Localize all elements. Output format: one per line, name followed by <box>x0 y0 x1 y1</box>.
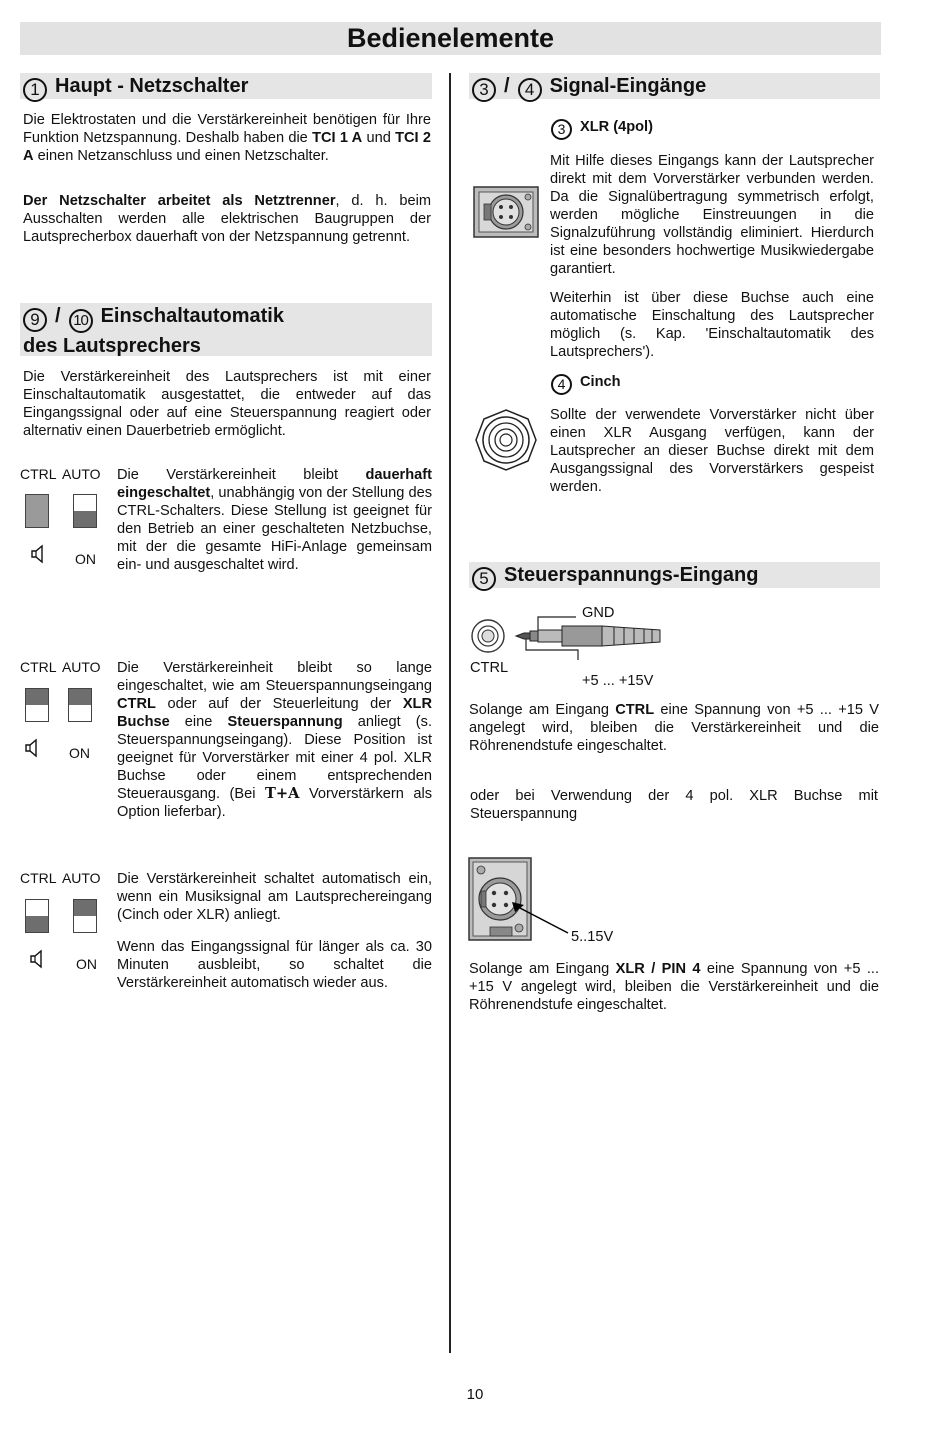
text: Die Elektrostaten und die Verstärkereinheit benötigen für Ihre Funktion Netzspannung. Deshalb haben die <box>23 112 431 146</box>
speaker-icon <box>29 949 47 969</box>
ctrl-switch-indicator <box>25 494 49 528</box>
model-name: TCI 2 A <box>23 130 431 164</box>
mode-3-description-2: Wenn das Eingangssignal für länger als ca. 30 Minuten ausbleibt, so schaltet die Verstärkereinheit automatisch wieder aus. <box>117 939 432 991</box>
section-title: Steuerspannungs-Eingang <box>504 564 759 586</box>
text: eine <box>169 714 228 730</box>
section-heading-steuerspannung <box>469 562 880 588</box>
model-name: TCI 1 A <box>312 130 363 146</box>
mode-1-description <box>117 466 432 574</box>
text: anliegt (s. Steuerspannungseingang). Diese Position ist geeignet für Vorverstärker mit einer 4 pol. XLR Buchse oder einem entsprechenden Steuerausgang. (Bei <box>117 714 433 802</box>
number-badge: 9 <box>23 308 47 332</box>
emphasis: XLR / PIN 4 <box>615 961 701 977</box>
text: Solange am Eingang <box>469 702 616 718</box>
number-badge: 5 <box>472 567 496 591</box>
number-badge: 3 <box>551 119 572 140</box>
ctrl-jack-label: CTRL <box>470 660 509 676</box>
gnd-label: GND <box>582 605 615 621</box>
xlr-socket-icon <box>473 186 539 238</box>
emphasis: dauerhaft eingeschaltet <box>117 467 432 501</box>
auto-label: AUTO <box>61 466 101 482</box>
auto-switch-indicator <box>73 899 97 933</box>
number-badge: 4 <box>518 78 542 102</box>
ctrl-label: CTRL <box>20 870 57 886</box>
cinch-socket-icon <box>474 408 538 472</box>
ctrl-voltage-paragraph <box>469 701 879 755</box>
voltage-label: +5 ... +15V <box>582 673 654 689</box>
xlr-subheading <box>551 118 653 140</box>
jack-plug-icon <box>468 614 668 664</box>
slash: / <box>504 75 510 97</box>
xlr-paragraph-1: Mit Hilfe dieses Eingangs kann der Lautsprecher direkt mit dem Vorverstärker verbunden werden. Da die Signalübertragung symmetrisch erfolgt, werden mögliche Einstreuungen in die Signalzuführung vollständig eliminiert. Hierdurch ist eine besonders hochwertige Musikwiedergabe garantiert. <box>550 153 874 277</box>
section-heading-signal-eingaenge <box>469 73 880 99</box>
ctrl-label: CTRL <box>20 466 57 482</box>
text: Solange am Eingang <box>469 961 616 977</box>
text: Die Verstärkereinheit bleibt so lange eingeschaltet, wie am Steuerspannungseingang <box>117 660 432 694</box>
emphasis: XLR Buchse <box>117 696 432 730</box>
einschaltautomatik-intro: Die Verstärkereinheit des Lautsprechers ist mit einer Einschaltautomatik ausgestattet, die entweder auf das Eingangssignal oder auf eine Steuerspannung reagiert oder alternativ einen Dauerbetrieb ermöglicht. <box>23 369 431 439</box>
mode-2-labels <box>20 658 101 676</box>
text: eine Spannung von +5 ... +15 V angelegt wird, bleiben die Verstärkereinheit und die Röhrenendstufe eingeschaltet. <box>469 961 880 1013</box>
section-heading-einschaltautomatik <box>20 303 432 356</box>
emphasis: Steuerspannung <box>227 714 343 730</box>
section-title: Haupt - Netzschalter <box>55 75 249 97</box>
slash: / <box>55 305 61 327</box>
text: eine Spannung von +5 ... +15 V angelegt wird, bleiben die Verstärkereinheit und die Röhrenendstufe eingeschaltet. <box>469 702 880 754</box>
page-number: 10 <box>466 1386 484 1403</box>
speaker-icon <box>24 738 42 758</box>
brand-logo: T+A <box>265 785 300 802</box>
ctrl-switch-indicator <box>25 688 49 722</box>
mode-3-labels <box>20 869 101 887</box>
on-label: ON <box>69 745 90 761</box>
pin-voltage-label: 5..15V <box>571 929 614 945</box>
ctrl-switch-indicator <box>25 899 49 933</box>
emphasis: Der Netzschalter arbeitet als Netztrenner <box>23 193 336 209</box>
number-badge: 10 <box>69 309 93 333</box>
subheading-title: Cinch <box>580 374 621 390</box>
on-label: ON <box>75 551 96 567</box>
xlr-paragraph-2: Weiterhin ist über diese Buchse auch eine automatische Einschaltung des Lautsprecher möglich (s. Kap. 'Einschaltautomatik des Lautsprechers'). <box>550 290 874 360</box>
text: , d. h. beim Ausschalten werden alle elektrischen Baugruppen der Lautsprecherbox dauerhaft von der Netzspannung getrennt. <box>23 193 431 245</box>
number-badge: 4 <box>551 374 572 395</box>
section-title-line-2: des Lautsprechers <box>23 335 201 357</box>
page-title: Bedienelemente <box>20 22 881 55</box>
auto-switch-indicator <box>73 494 97 528</box>
mode-1-labels <box>20 465 101 483</box>
text: und <box>362 130 396 146</box>
xlr-control-paragraph: oder bei Verwendung der 4 pol. XLR Buchse mit Steuerspannung <box>470 788 878 822</box>
on-label: ON <box>76 956 97 972</box>
text: Die Verstärkereinheit bleibt <box>117 467 366 483</box>
netzschalter-paragraph-1 <box>23 111 431 165</box>
text: , unabhängig von der Stellung des CTRL-Schalters. Diese Stellung ist geeignet für den Betrieb an einer geschalteten Netzbuchse, mit der die gesamte HiFi-Anlage gemeinsam ein- und ausgeschaltet wird. <box>117 485 432 573</box>
auto-switch-indicator <box>68 688 92 722</box>
ctrl-label: CTRL <box>20 659 57 675</box>
mode-2-description <box>117 659 432 821</box>
auto-label: AUTO <box>61 659 101 675</box>
section-title: Signal-Eingänge <box>549 75 707 97</box>
speaker-icon <box>30 544 48 564</box>
emphasis: CTRL <box>117 696 156 712</box>
cinch-subheading <box>551 373 621 395</box>
number-badge: 1 <box>23 78 47 102</box>
column-divider <box>449 73 451 1353</box>
emphasis: CTRL <box>615 702 655 718</box>
mode-3-description-1: Die Verstärkereinheit schaltet automatisch ein, wenn ein Musiksignal am Lautsprechereingang (Cinch oder XLR) anliegt. <box>117 871 432 923</box>
subheading-title: XLR (4pol) <box>580 119 653 135</box>
cinch-paragraph: Sollte der verwendete Vorverstärker nicht über einen XLR Ausgang verfügen, kann der Lautsprecher an dieser Buchse direkt mit dem Ausgangssignal des Vorverstärkers gespeist werden. <box>550 407 874 495</box>
text: Vorverstärkern als Option lieferbar). <box>117 786 432 820</box>
number-badge: 3 <box>472 78 496 102</box>
section-heading-netzschalter <box>20 73 432 99</box>
text: einen Netzanschluss und einen Netzschalter. <box>33 148 329 164</box>
auto-label: AUTO <box>61 870 101 886</box>
section-title-line-1: Einschaltautomatik <box>100 305 284 327</box>
text: oder auf der Steuerleitung der <box>155 696 403 712</box>
xlr-pin-paragraph <box>469 960 879 1014</box>
netzschalter-paragraph-2 <box>23 192 431 246</box>
